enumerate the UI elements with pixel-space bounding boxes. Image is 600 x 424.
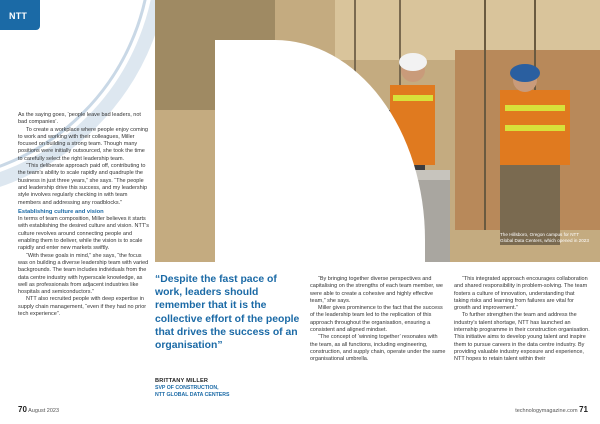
paragraph: “With these goals in mind,” she says, “the focus was on building a diverse leadership team with varied backgrounds. The team includes individuals from the data centre industry with hyperscale knowledge, as well as professionals from adjacent industries like hospitals and semiconductors.”	[18, 252, 149, 296]
right-text-column	[454, 276, 590, 364]
paragraph: “The concept of ‘winning together’ resonates with the team, as all functions, including engineering, construction, and supply chain, operate under the same organisational umbrella.	[310, 334, 446, 363]
site-url: technologymagazine.com	[515, 408, 578, 414]
footer-left	[18, 405, 59, 414]
paragraph: As the saying goes, ‘people leave bad leaders, not bad companies’.	[18, 112, 141, 126]
role-line: NTT GLOBAL DATA CENTERS	[155, 391, 230, 398]
paragraph: To create a workplace where people enjoy coming to work and working with their colleagues, Miller focused on building a strong team. Though many positions were initially outsourced, she took the time to carefully select the right leadership team.	[18, 126, 148, 162]
page-number-right: 71	[579, 405, 588, 414]
quote-attribution-role	[155, 385, 285, 398]
page-number-left: 70	[18, 405, 27, 414]
role-line: SVP OF CONSTRUCTION,	[155, 385, 219, 391]
paragraph: NTT also recruited people with deep expertise in supply chain management, “even if they had no prior tech experience”.	[18, 296, 147, 318]
photo-caption: The Hillsboro, Oregon campus for NTT Global Data Centers, which opened in 2023	[500, 232, 589, 243]
paragraph: “By bringing together diverse perspectives and capitalising on the strengths of each team member, we were able to create a cohesive and highly effective team,” she says.	[310, 276, 443, 304]
pull-quote: “Despite the fast pace of work, leaders should remember that it is the collective effort of the people that drives the success of an organisation”	[155, 274, 300, 352]
paragraph: “This integrated approach encourages collaboration and shared responsibility in problem-solving. The team fosters a culture of innovation, understanding that taking risks and learning from failures are vital for growth and improvement.”	[454, 276, 588, 312]
paragraph: “This deliberate approach paid off, contributing to the team’s ability to scale rapidly and quadruple the business in just three years,” she says. “The people and leadership drive this success, and my leadership style involves regularly checking in with team members and addressing any roadblocks.”	[18, 163, 148, 206]
footer-right	[515, 405, 588, 414]
issue-date: August 2023	[28, 408, 60, 414]
quote-attribution-name: BRITTANY MILLER	[155, 378, 209, 384]
paragraph: In terms of team composition, Miller believes it starts with establishing the desired culture and vision. NTT’s culture revolves around connecting people and enabling them to deliver, while the vision is to scale rapidly and enter new markets swiftly.	[18, 216, 150, 252]
paragraph: To further strengthen the team and address the industry’s talent shortage, NTT has launched an internship programme in their construction organisation. This initiative aims to develop young talent and inspire them to pursue careers in the data centre industry. By providing valuable industry exposure and experience, NTT hopes to retain talent within their	[454, 312, 590, 363]
section-tab	[0, 0, 40, 30]
middle-text-column	[310, 276, 446, 364]
construction-photo	[155, 0, 600, 262]
section-tag: NTT	[9, 11, 28, 21]
left-text-column	[18, 112, 150, 318]
section-subheading: Establishing culture and vision	[18, 208, 104, 215]
paragraph: Miller gives prominence to the fact that the success of the leadership team led to the replication of this approach throughout the organisation, ensuring a consistent and aligned mindset.	[310, 305, 443, 334]
